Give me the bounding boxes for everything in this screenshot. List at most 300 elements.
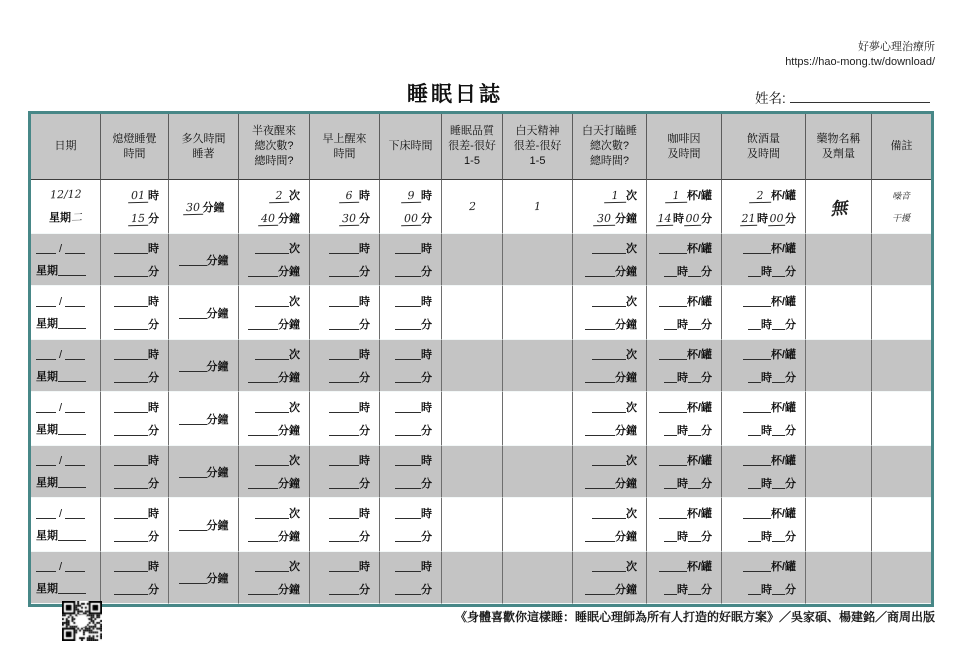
cell-line <box>442 200 502 213</box>
blank-line <box>179 465 207 478</box>
blank-line <box>36 241 56 254</box>
blank-line <box>585 423 615 436</box>
qr-code <box>62 601 102 641</box>
handwritten-value: 00 <box>769 211 784 226</box>
cell-line <box>722 346 805 362</box>
handwritten-value: 30 <box>182 200 202 215</box>
blank-line <box>114 294 148 307</box>
blank-line <box>179 571 207 584</box>
name-blank-line <box>790 89 930 103</box>
empty-row-5-cell-sleep-quality <box>442 445 503 498</box>
blank-line <box>248 582 278 595</box>
handwritten-value: 21 <box>741 211 756 226</box>
cell-line <box>503 200 572 213</box>
cell-line <box>647 346 721 362</box>
printed-label: 分 <box>421 425 432 437</box>
printed-label: 杯/罐 <box>686 296 712 308</box>
blank-line <box>58 475 86 488</box>
blank-line <box>772 370 785 383</box>
header-line: 睡著 <box>192 147 215 160</box>
cell-line <box>239 240 309 256</box>
cell-line <box>239 581 309 597</box>
empty-row-4-cell-date <box>31 392 101 445</box>
blank-line <box>395 582 421 595</box>
cell-line <box>722 240 805 256</box>
printed-label: 次 <box>289 561 300 574</box>
empty-row-3-cell-alcohol <box>722 339 806 392</box>
blank-line <box>255 559 289 572</box>
empty-row-6-cell-caffeine <box>647 498 722 551</box>
cell-line <box>31 315 100 331</box>
cell-line <box>310 346 379 362</box>
header-lights-out <box>101 114 169 180</box>
printed-label: 分 <box>421 477 432 490</box>
empty-row-7-cell-day-energy <box>503 551 573 604</box>
handwritten-value: 2 <box>749 189 771 204</box>
cell-line <box>722 187 805 203</box>
printed-label: 分鐘 <box>615 425 637 437</box>
printed-label: 星期 <box>36 424 58 437</box>
empty-row-6-cell-lights-out <box>101 498 169 551</box>
empty-row-6-cell-night-wake <box>239 498 310 551</box>
empty-row-1-cell-day-nap <box>573 233 647 286</box>
printed-label: 時 <box>148 561 159 574</box>
cell-line <box>101 293 168 309</box>
empty-row-3-cell-night-wake <box>239 339 310 392</box>
blank-line <box>743 453 771 466</box>
printed-label: 分鐘 <box>615 371 637 384</box>
empty-row-2-cell-alcohol <box>722 286 806 339</box>
empty-row-4-cell-fall-asleep <box>169 392 239 445</box>
blank-line <box>659 347 687 360</box>
empty-row-5-cell-date <box>31 445 101 498</box>
empty-row-4-cell-night-wake <box>239 392 310 445</box>
cell-line <box>31 527 100 543</box>
printed-label: 分鐘 <box>615 531 637 543</box>
header-day-nap <box>573 114 647 180</box>
empty-row-7-cell-medication <box>806 551 872 604</box>
empty-row-6-cell-alcohol <box>722 498 806 551</box>
printed-label: 分鐘 <box>206 466 229 479</box>
empty-row-1-cell-day-energy <box>503 233 573 286</box>
printed-label: 杯/罐 <box>770 402 796 414</box>
blank-line <box>114 559 148 572</box>
printed-label: 次 <box>289 349 300 362</box>
blank-line <box>36 294 56 307</box>
blank-line <box>255 241 289 254</box>
cell-line <box>722 316 805 332</box>
cell-line <box>169 517 238 533</box>
printed-label: 分 <box>148 371 159 384</box>
handwritten-value: 無 <box>829 198 849 220</box>
empty-row-3-cell-day-energy <box>503 339 573 392</box>
blank-line <box>114 476 148 489</box>
printed-label: 分鐘 <box>278 425 300 437</box>
empty-row-4-cell-day-energy <box>503 392 573 445</box>
header-day-energy <box>503 114 573 180</box>
printed-label: 分 <box>701 319 712 331</box>
printed-label: 分鐘 <box>615 265 637 278</box>
empty-row-4-cell-day-nap <box>573 392 647 445</box>
cell-line <box>169 199 238 215</box>
printed-label: 星期 <box>36 530 58 543</box>
empty-row-1-cell-morning-wake <box>310 233 380 286</box>
printed-label: 分 <box>421 371 432 384</box>
handwritten-value: 干擾 <box>892 213 911 225</box>
handwritten-value: 30 <box>593 212 615 227</box>
empty-row-3-cell-sleep-quality <box>442 339 503 392</box>
blank-line <box>395 529 421 542</box>
blank-line <box>659 241 687 254</box>
printed-label: 時 <box>359 243 370 256</box>
blank-line <box>58 263 86 276</box>
handwritten-value: 6 <box>339 189 359 204</box>
blank-line <box>329 241 359 254</box>
blank-line <box>65 294 85 307</box>
printed-label: 杯/罐 <box>770 508 796 520</box>
empty-row-7-cell-night-wake <box>239 551 310 604</box>
cell-line <box>573 528 646 544</box>
blank-line <box>592 294 626 307</box>
printed-label: 時 <box>761 583 772 596</box>
printed-label: 分 <box>148 531 159 543</box>
printed-label: 分鐘 <box>615 477 637 490</box>
empty-row-7-cell-sleep-quality <box>442 551 503 604</box>
cell-line <box>722 210 805 226</box>
handwritten-value: 2 <box>269 189 289 204</box>
blank-line <box>664 264 677 277</box>
cell-line <box>169 252 238 268</box>
cell-line <box>647 210 721 226</box>
printed-label: 時 <box>148 243 159 256</box>
cell-line <box>310 581 379 597</box>
blank-line <box>329 529 359 542</box>
blank-line <box>36 559 56 572</box>
printed-label: 分 <box>785 583 796 596</box>
clinic-name: 好夢心理治療所 <box>858 41 935 53</box>
cell-line <box>31 580 100 596</box>
empty-row-5-cell-lights-out <box>101 445 169 498</box>
printed-label: 分鐘 <box>278 265 300 278</box>
cell-line <box>647 558 721 574</box>
printed-label: / <box>59 561 63 573</box>
blank-line <box>114 317 148 330</box>
empty-row-1-cell-sleep-quality <box>442 233 503 286</box>
cell-line <box>101 475 168 491</box>
empty-row-3-cell-fall-asleep <box>169 339 239 392</box>
cell-line <box>722 475 805 491</box>
printed-label: 分 <box>148 265 159 278</box>
example-row-cell-day-nap <box>573 180 647 233</box>
header-medication <box>806 114 872 180</box>
blank-line <box>179 253 207 266</box>
printed-label: / <box>59 455 63 467</box>
blank-line <box>395 476 421 489</box>
cell-line <box>573 210 646 226</box>
cell-line <box>310 558 379 574</box>
example-row-cell-lights-out <box>101 180 169 233</box>
blank-line <box>395 347 421 360</box>
blank-line <box>58 316 86 329</box>
printed-label: 時 <box>421 243 432 256</box>
empty-row-2-cell-sleep-quality <box>442 286 503 339</box>
cell-line <box>31 347 100 361</box>
blank-line <box>248 264 278 277</box>
header-line: 總時間? <box>589 155 630 167</box>
printed-label: 時 <box>761 319 772 331</box>
cell-line <box>239 346 309 362</box>
blank-line <box>114 423 148 436</box>
cell-line <box>573 263 646 279</box>
blank-line <box>395 241 421 254</box>
blank-line <box>664 582 677 595</box>
printed-label: 次 <box>289 402 300 414</box>
cell-line <box>239 293 309 309</box>
blank-line <box>58 581 86 594</box>
cell-line <box>573 422 646 438</box>
cell-line <box>239 475 309 491</box>
empty-row-7-cell-morning-wake <box>310 551 380 604</box>
cell-line <box>239 505 309 521</box>
blank-line <box>592 453 626 466</box>
blank-line <box>395 453 421 466</box>
blank-line <box>329 264 359 277</box>
cell-line <box>239 369 309 385</box>
blank-line <box>65 400 85 413</box>
printed-label: 時 <box>677 425 688 437</box>
cell-line <box>573 399 646 415</box>
printed-label: 時 <box>359 508 370 520</box>
blank-line <box>772 317 785 330</box>
printed-label: 分 <box>701 583 712 596</box>
empty-row-2-cell-morning-wake <box>310 286 380 339</box>
printed-label: 分 <box>785 213 796 225</box>
printed-label: 分 <box>701 265 712 278</box>
blank-line <box>65 453 85 466</box>
blank-line <box>585 317 615 330</box>
empty-row-1-cell-lights-out <box>101 233 169 286</box>
handwritten-value: 00 <box>401 212 421 227</box>
blank-line <box>748 423 761 436</box>
header-line: 藥物名稱 <box>816 132 861 145</box>
blank-line <box>179 306 207 319</box>
printed-label: 分 <box>701 531 712 543</box>
blank-line <box>248 529 278 542</box>
handwritten-value: 40 <box>258 212 278 227</box>
cell-line <box>647 475 721 491</box>
printed-label: / <box>59 507 63 520</box>
blank-line <box>114 453 148 466</box>
blank-line <box>329 347 359 360</box>
printed-label: 次 <box>289 190 300 202</box>
blank-line <box>36 347 56 360</box>
printed-label: 次 <box>289 508 300 520</box>
cell-line <box>573 452 646 468</box>
cell-line <box>722 528 805 544</box>
empty-row-5-cell-day-energy <box>503 445 573 498</box>
cell-line <box>101 452 168 468</box>
name-label: 姓名: <box>755 91 786 106</box>
cell-line <box>380 316 441 332</box>
printed-label: 星期 <box>36 477 58 489</box>
printed-label: 分鐘 <box>278 477 300 490</box>
empty-row-4-cell-medication <box>806 392 872 445</box>
blank-line <box>772 529 785 542</box>
cell-line <box>310 422 379 438</box>
empty-row-6-cell-medication <box>806 498 872 551</box>
cell-line <box>380 558 441 574</box>
printed-label: 分鐘 <box>202 201 225 214</box>
printed-label: 時 <box>677 265 688 278</box>
empty-row-3-cell-out-of-bed <box>380 339 442 392</box>
printed-label: 星期 <box>49 212 71 224</box>
printed-label: 時 <box>421 349 432 362</box>
printed-label: 時 <box>761 371 772 384</box>
cell-line <box>239 187 309 203</box>
cell-line <box>31 474 100 490</box>
printed-label: 分 <box>421 265 432 278</box>
header-line: 下床時間 <box>388 140 433 152</box>
cell-line <box>573 369 646 385</box>
printed-label: 星期 <box>36 583 58 595</box>
printed-label: 杯/罐 <box>686 455 712 468</box>
cell-line <box>573 475 646 491</box>
printed-label: 時 <box>673 213 684 225</box>
blank-line <box>65 506 85 519</box>
printed-label: 次 <box>289 243 300 256</box>
printed-label: 時 <box>757 213 768 225</box>
blank-line <box>395 370 421 383</box>
printed-label: 時 <box>421 190 432 202</box>
blank-line <box>592 347 626 360</box>
header-sleep-quality <box>442 114 503 180</box>
cell-line <box>310 240 379 256</box>
cell-line <box>31 453 100 467</box>
printed-label: 星期 <box>36 265 58 277</box>
printed-label: / <box>59 349 63 361</box>
blank-line <box>58 422 86 435</box>
header-night-wake <box>239 114 310 180</box>
printed-label: / <box>59 295 63 308</box>
blank-line <box>36 400 56 413</box>
printed-label: 分鐘 <box>278 583 300 596</box>
handwritten-value: 30 <box>339 212 359 227</box>
blank-line <box>664 370 677 383</box>
cell-line <box>722 369 805 385</box>
cell-line <box>101 210 168 226</box>
cell-line <box>380 210 441 226</box>
printed-label: 杯/罐 <box>686 402 712 414</box>
example-row-cell-date <box>31 180 101 233</box>
empty-row-3-cell-date <box>31 339 101 392</box>
cell-line <box>310 369 379 385</box>
printed-label: 次 <box>626 561 637 574</box>
blank-line <box>585 529 615 542</box>
empty-row-6-cell-sleep-quality <box>442 498 503 551</box>
printed-label: 分 <box>359 265 370 278</box>
printed-label: 分鐘 <box>206 307 229 320</box>
printed-label: 時 <box>421 455 432 468</box>
header-line: 半夜醒來 <box>252 125 296 137</box>
empty-row-5-cell-night-wake <box>239 445 310 498</box>
empty-row-4-cell-out-of-bed <box>380 392 442 445</box>
cell-line <box>310 263 379 279</box>
blank-line <box>592 241 626 254</box>
printed-label: 杯/罐 <box>770 243 796 256</box>
cell-line <box>31 400 100 414</box>
printed-label: 時 <box>359 402 370 414</box>
empty-row-5-cell-day-nap <box>573 445 647 498</box>
cell-line <box>573 293 646 309</box>
printed-label: 時 <box>359 190 370 202</box>
cell-line <box>647 422 721 438</box>
printed-label: 分鐘 <box>206 360 229 373</box>
blank-line <box>585 264 615 277</box>
printed-label: 時 <box>421 402 432 414</box>
printed-label: 分鐘 <box>615 319 637 331</box>
cell-line <box>647 581 721 597</box>
blank-line <box>748 476 761 489</box>
printed-label: 時 <box>359 561 370 574</box>
cell-line <box>573 240 646 256</box>
printed-label: 時 <box>677 583 688 596</box>
printed-label: 時 <box>148 190 159 202</box>
empty-row-2-cell-notes <box>872 286 931 339</box>
blank-line <box>114 582 148 595</box>
printed-label: 時 <box>761 531 772 543</box>
empty-row-5-cell-caffeine <box>647 445 722 498</box>
cell-line <box>310 210 379 226</box>
cell-line <box>31 209 100 225</box>
blank-line <box>743 559 771 572</box>
empty-row-2-cell-date <box>31 286 101 339</box>
cell-line <box>310 399 379 415</box>
printed-label: 分 <box>359 531 370 543</box>
blank-line <box>743 347 771 360</box>
cell-line <box>239 316 309 332</box>
printed-label: 杯/罐 <box>686 349 712 362</box>
cell-line <box>101 316 168 332</box>
blank-line <box>36 453 56 466</box>
blank-line <box>329 506 359 519</box>
cell-line <box>169 305 238 321</box>
printed-label: 時 <box>421 296 432 308</box>
cell-line <box>101 187 168 203</box>
page-title: 睡眠日誌 <box>407 83 503 106</box>
printed-label: 分 <box>701 477 712 490</box>
empty-row-4-cell-caffeine <box>647 392 722 445</box>
blank-line <box>659 400 687 413</box>
cell-line <box>101 369 168 385</box>
empty-row-3-cell-morning-wake <box>310 339 380 392</box>
empty-row-2-cell-caffeine <box>647 286 722 339</box>
header-notes <box>872 114 931 180</box>
header-line: 白天精神 <box>515 125 560 137</box>
printed-label: 時 <box>761 425 772 437</box>
empty-row-1-cell-alcohol <box>722 233 806 286</box>
empty-row-4-cell-sleep-quality <box>442 392 503 445</box>
cell-line <box>380 263 441 279</box>
blank-line <box>329 423 359 436</box>
empty-row-5-cell-out-of-bed <box>380 445 442 498</box>
printed-label: 分 <box>421 531 432 543</box>
cell-line <box>310 528 379 544</box>
empty-row-3-cell-day-nap <box>573 339 647 392</box>
empty-row-5-cell-notes <box>872 445 931 498</box>
printed-label: 分 <box>359 583 370 596</box>
cell-line <box>239 399 309 415</box>
empty-row-1-cell-caffeine <box>647 233 722 286</box>
